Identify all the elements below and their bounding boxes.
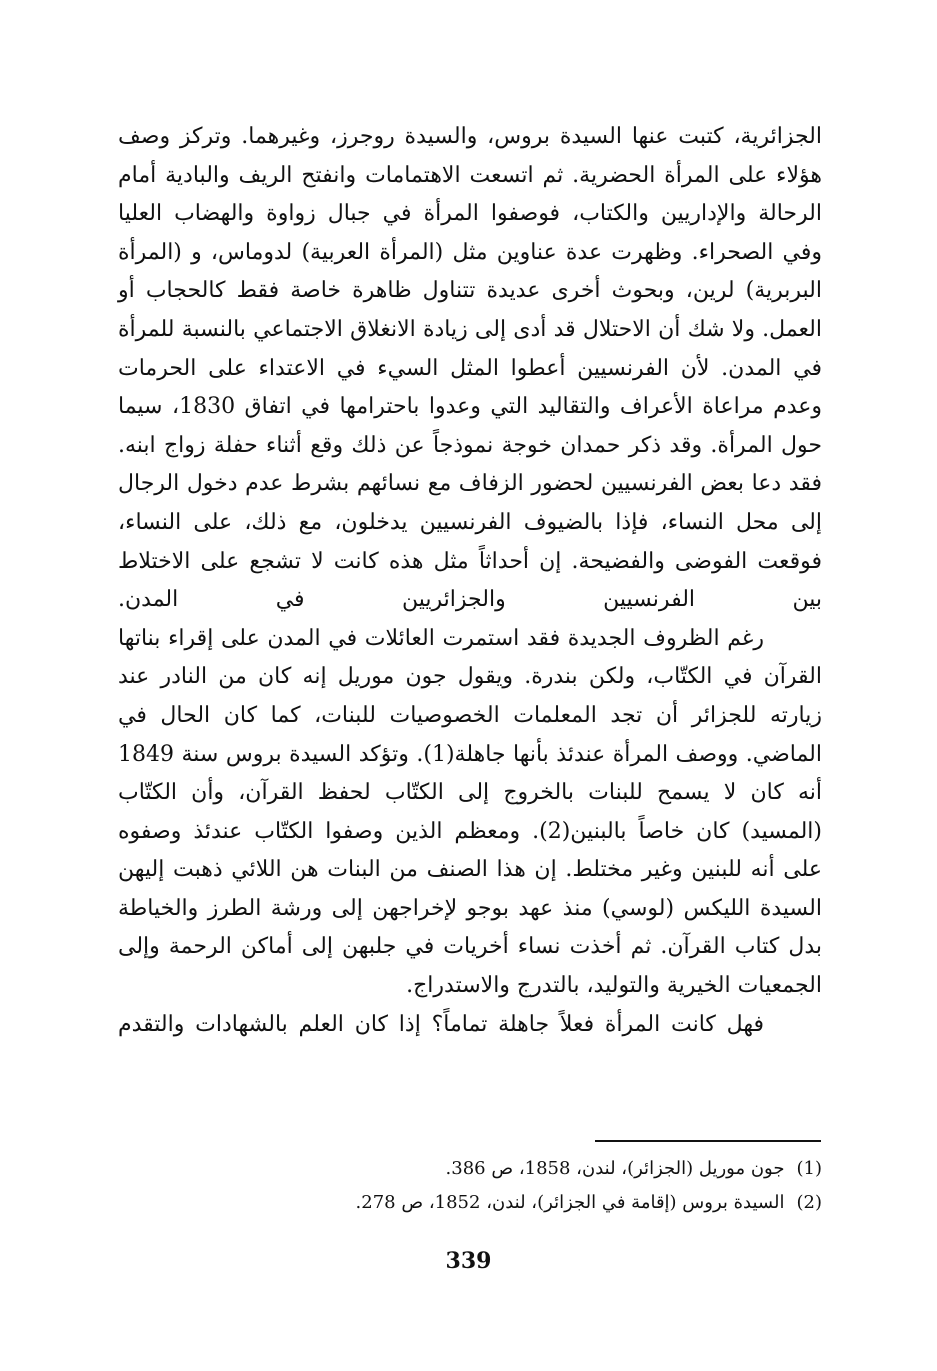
body-paragraph-3: فهل كانت المرأة فعلاً جاهلة تماماً؟ إذا كان العلم بالشهادات والتقدم [118, 1011, 764, 1037]
footnote-divider [595, 1140, 821, 1142]
body-paragraph-1: الجزائرية، كتبت عنها السيدة بروس، والسيدة روجرز، وغيرهما. وتركز وصف هؤلاء على المرأة الحضرية. ثم اتسعت الاهتمامات وانفتح الريف والبادية أمام الرحالة والإداريين والكتاب، فوصفوا المرأة في جبال زواوة والهضاب العليا وفي الصحراء. وظهرت عدة عناوين مثل (المرأة العربية) لدوماس، و (المرأة البربرية) لرين، وبحوث أخرى عديدة تتناول ظاهرة خاصة فقط كالحجاب أو العمل. ولا شك أن الاحتلال قد أدى إلى زيادة الانغلاق الاجتماعي بالنسبة للمرأة في المدن. لأن الفرنسيين أعطوا المثل السيء في الاعتداء على الحرمات وعدم مراعاة الأعراف والتقاليد التي وعدوا باحترامها في اتفاق 1830، سيما حول المرأة. وقد ذكر حمدان خوجة نموذجاً عن ذلك وقع أثناء حفلة زواج ابنه. فقد دعا بعض الفرنسيين لحضور الزفاف مع نسائهم بشرط عدم دخول الرجال إلى محل النساء، فإذا بالضيوف الفرنسيين يدخلون، مع ذلك، على النساء، فوقعت الفوضى والفضيحة. إن أحداثاً مثل هذه كانت لا تشجع على الاختلاط بين الفرنسيين والجزائريين في المدن. [118, 124, 823, 613]
page-body [118, 118, 822, 1044]
footnote-1 [118, 1152, 822, 1186]
page-number: 339 [445, 1248, 492, 1274]
footnote-2-text: السيدة بروس (إقامة في الجزائر)، لندن، 1852، ص 278. [355, 1192, 785, 1213]
body-paragraph-2: رغم الظروف الجديدة فقد استمرت العائلات في المدن على إقراء بناتها القرآن في الكتّاب، ولكن بندرة. ويقول جون موريل إنه كان من النادر عند زيارته للجزائر أن تجد المعلمات الخصوصيات للبنات، كما كان الحال في الماضي. ووصف المرأة عندئذ بأنها جاهلة(1). وتؤكد السيدة بروس سنة 1849 أنه كان لا يسمح للبنات بالخروج إلى الكتّاب لحفظ القرآن، وأن الكتّاب (المسيد) كان خاصاً بالبنين(2). ومعظم الذين وصفوا الكتّاب عندئذ وصفوه على أنه للبنين وغير مختلط. إن هذا الصنف من البنات هن اللائي ذهبت إليهن السيدة الليكس (لوسي) منذ عهد بوجو لإخراجهن إلى ورشة الطرز والخياطة بدل كتاب القرآن. ثم أخذت نساء أخريات في جلبهن إلى أماكن الرحمة وإلى الجمعيات الخيرية والتوليد، بالتدرج والاستدراج. [118, 625, 823, 999]
footnote-2-number: (2) [796, 1192, 822, 1213]
footnote-1-number: (1) [796, 1158, 822, 1179]
footnote-1-text: جون موريل (الجزائر)، لندن، 1858، ص 386. [445, 1158, 785, 1179]
footnotes [118, 1152, 822, 1220]
footnote-2 [118, 1186, 822, 1220]
